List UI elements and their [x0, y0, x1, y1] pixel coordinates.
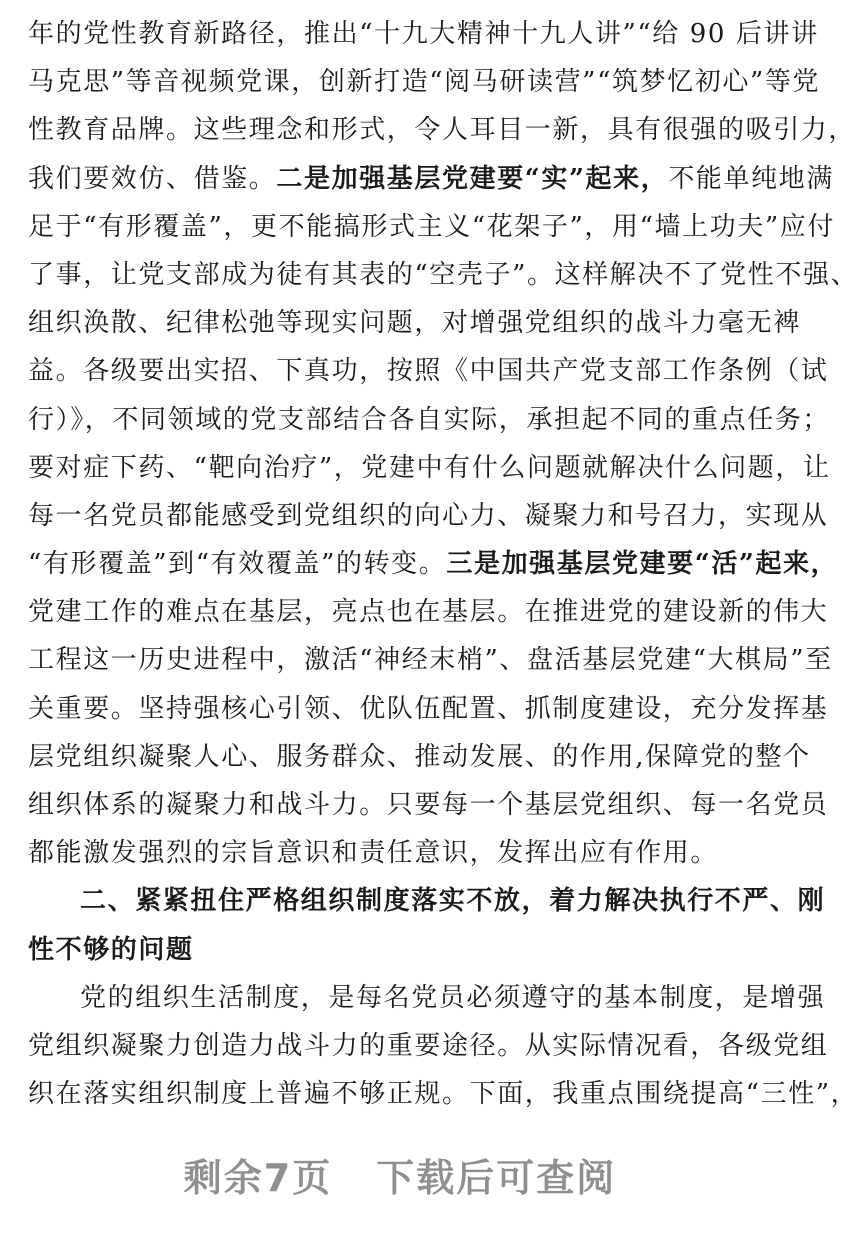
text-run: 了事，让党支部成为徒有其表的“空壳子”。这样解决不了党性不强、	[28, 259, 858, 290]
section-heading	[0, 877, 826, 973]
text-line	[0, 685, 829, 733]
heading-line: 二、紧紧扭住严格组织制度落实不放，着力解决执行不严、刚	[80, 886, 826, 917]
text-line: 党组织凝聚力创造力战斗力的重要途径。从实际情况看，各级党组	[28, 1030, 829, 1061]
text-run: 我们要效仿、借鉴。	[28, 163, 277, 194]
text-run: 党建工作的难点在基层，亮点也在基层。在推进党的建设新的伟大	[28, 597, 829, 628]
text-run: 工程这一历史进程中，激活“神经末梢”、盘活基层党建“大棋局”至	[28, 645, 833, 676]
text-run: 每一名党员都能感受到党组织的向心力、凝聚力和号召力，实现从	[28, 500, 829, 531]
remaining-pages-text: 剩余7页	[183, 1156, 333, 1200]
bold-text-run: 二是加强基层党建要“实”起来，	[276, 163, 669, 194]
text-line	[0, 155, 834, 203]
text-run: 不能单纯地满	[668, 163, 834, 194]
text-line	[0, 540, 839, 588]
closing-paragraph	[0, 974, 858, 1119]
text-run: 组织体系的凝聚力和战斗力。只要每一个基层党组织、每一名党员	[28, 790, 829, 820]
text-run: 足于“有形覆盖”，更不能搞形式主义“花架子”，用“墙上功夫”应付	[28, 211, 835, 242]
document-body	[0, 10, 858, 1118]
heading-line: 性不够的问题	[28, 934, 194, 965]
text-run: 层党组织凝聚人心、服务群众、推动发展、的作用,保障党的整个	[28, 741, 811, 772]
remaining-pages-banner[interactable]	[0, 1148, 800, 1208]
text-line	[0, 781, 829, 829]
text-run: 马克思”等音视频党课，创新打造“阅马研读营”“筑梦忆初心”等党	[28, 67, 821, 98]
text-line	[0, 299, 800, 347]
text-line: 织在落实组织制度上普遍不够正规。下面，我重点围绕提高“三性”，	[28, 1079, 858, 1110]
text-line	[0, 251, 858, 299]
text-run: 年的党性教育新路径，推出“十九大精神十九人讲”“给 90 后讲讲	[28, 19, 819, 49]
text-run: 组织涣散、纪律松弛等现实问题，对增强党组织的战斗力毫无裨	[28, 308, 801, 339]
text-line	[0, 58, 821, 106]
text-line	[0, 492, 829, 540]
text-line	[0, 203, 835, 251]
text-line	[0, 588, 829, 636]
text-line	[0, 829, 800, 877]
text-line	[0, 10, 819, 58]
text-run: 性教育品牌。这些理念和形式，令人耳目一新，具有很强的吸引力，	[28, 115, 857, 146]
text-line	[0, 347, 829, 395]
text-line: 党的组织生活制度，是每名党员必须遵守的基本制度，是增强	[80, 982, 826, 1013]
text-line	[0, 396, 831, 444]
paragraph-block	[0, 10, 858, 877]
text-run: 关重要。坚持强核心引领、优队伍配置、抓制度建设，充分发挥基	[28, 693, 829, 724]
text-line	[0, 636, 833, 684]
text-line	[0, 106, 857, 154]
download-to-view-text: 下载后可查阅	[376, 1156, 617, 1200]
text-run: 要对症下药、“靶向治疗”，党建中有什么问题就解决什么问题，让	[28, 452, 831, 483]
text-run: “有形覆盖”到“有效覆盖”的转变。	[28, 549, 447, 580]
text-run: 行）》，不同领域的党支部结合各自实际，承担起不同的重点任务；	[28, 404, 831, 435]
text-line	[0, 733, 811, 781]
bold-text-run: 三是加强基层党建要“活”起来，	[446, 549, 839, 580]
text-line	[0, 444, 831, 492]
text-run: 益。各级要出实招、下真功，按照《中国共产党支部工作条例（试	[28, 356, 829, 387]
text-run: 都能激发强烈的宗旨意识和责任意识，发挥出应有作用。	[28, 838, 719, 869]
